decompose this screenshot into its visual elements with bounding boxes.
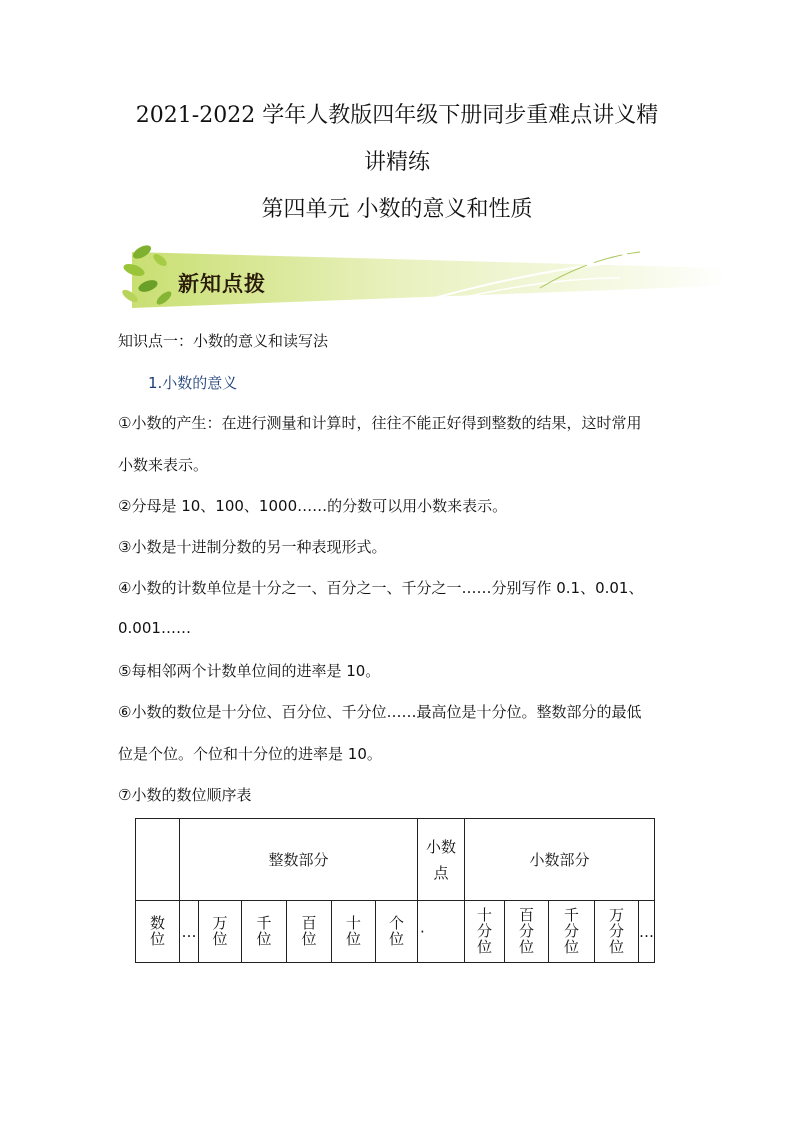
decimal-point-header (418, 819, 465, 901)
row-label-cell (136, 901, 180, 963)
place-cell (505, 901, 549, 963)
text-line: ⑦小数的数位顺序表 (118, 786, 252, 804)
document-title-line-1: 2021-2022 学年人教版四年级下册同步重难点讲义精 (135, 103, 659, 128)
ellipsis-left: … (181, 922, 197, 941)
banner-label: 新知点拨 (178, 272, 266, 296)
place-label-tenths: 十分位 (476, 906, 492, 956)
decimal-point-header-text: 小数点 (425, 837, 456, 882)
text-line: ④小数的计数单位是十分之一、百分之一、千分之一……分别写作 0.1、0.01、 (118, 579, 644, 597)
place-cell (465, 901, 505, 963)
text-line: 0.001…… (118, 619, 191, 637)
place-label-thousandths: 千分位 (563, 906, 579, 956)
decimal-point-symbol: · (420, 922, 425, 941)
integer-part-header: 整数部分 (180, 819, 418, 901)
unit-title: 第四单元 小数的意义和性质 (261, 197, 533, 222)
place-cell (639, 901, 655, 963)
place-label-hundredths: 百分位 (518, 906, 534, 956)
row-label: 数位 (149, 914, 165, 948)
text-line: ⑤每相邻两个计数单位间的进率是 10。 (118, 662, 381, 680)
decimal-part-header: 小数部分 (465, 819, 655, 901)
place-cell (376, 901, 418, 963)
place-cell (199, 901, 242, 963)
place-cell (287, 901, 332, 963)
text-line: ③小数是十进制分数的另一种表现形式。 (118, 538, 387, 556)
subheading: 1.小数的意义 (148, 374, 238, 392)
place-cell (549, 901, 595, 963)
text-line: ①小数的产生：在进行测量和计算时，往往不能正好得到整数的结果，这时常用 (118, 414, 642, 432)
text-line: ⑥小数的数位是十分位、百分位、千分位……最高位是十分位。整数部分的最低 (118, 703, 642, 721)
ellipsis-right: … (639, 922, 654, 941)
place-cell (242, 901, 287, 963)
document-title-line-2: 讲精练 (363, 150, 430, 175)
place-label-qian: 千位 (256, 914, 272, 948)
place-label-bai: 百位 (301, 914, 317, 948)
place-cell (332, 901, 376, 963)
text-line: ②分母是 10、100、1000……的分数可以用小数来表示。 (118, 497, 508, 515)
text-line: 位是个位。个位和十分位的进率是 10。 (118, 745, 382, 763)
place-label-ge: 个位 (388, 914, 404, 948)
table-corner-cell (136, 819, 180, 901)
text-line: 小数来表示。 (118, 456, 209, 474)
place-label-ten-thousandths: 万分位 (608, 906, 624, 956)
place-label-wan: 万位 (212, 914, 228, 948)
place-cell (595, 901, 639, 963)
place-label-shi: 十位 (345, 914, 361, 948)
decimal-point-cell (418, 901, 465, 963)
knowledge-point-heading: 知识点一：小数的意义和读写法 (118, 332, 329, 350)
place-cell (180, 901, 199, 963)
place-value-table (135, 818, 655, 963)
